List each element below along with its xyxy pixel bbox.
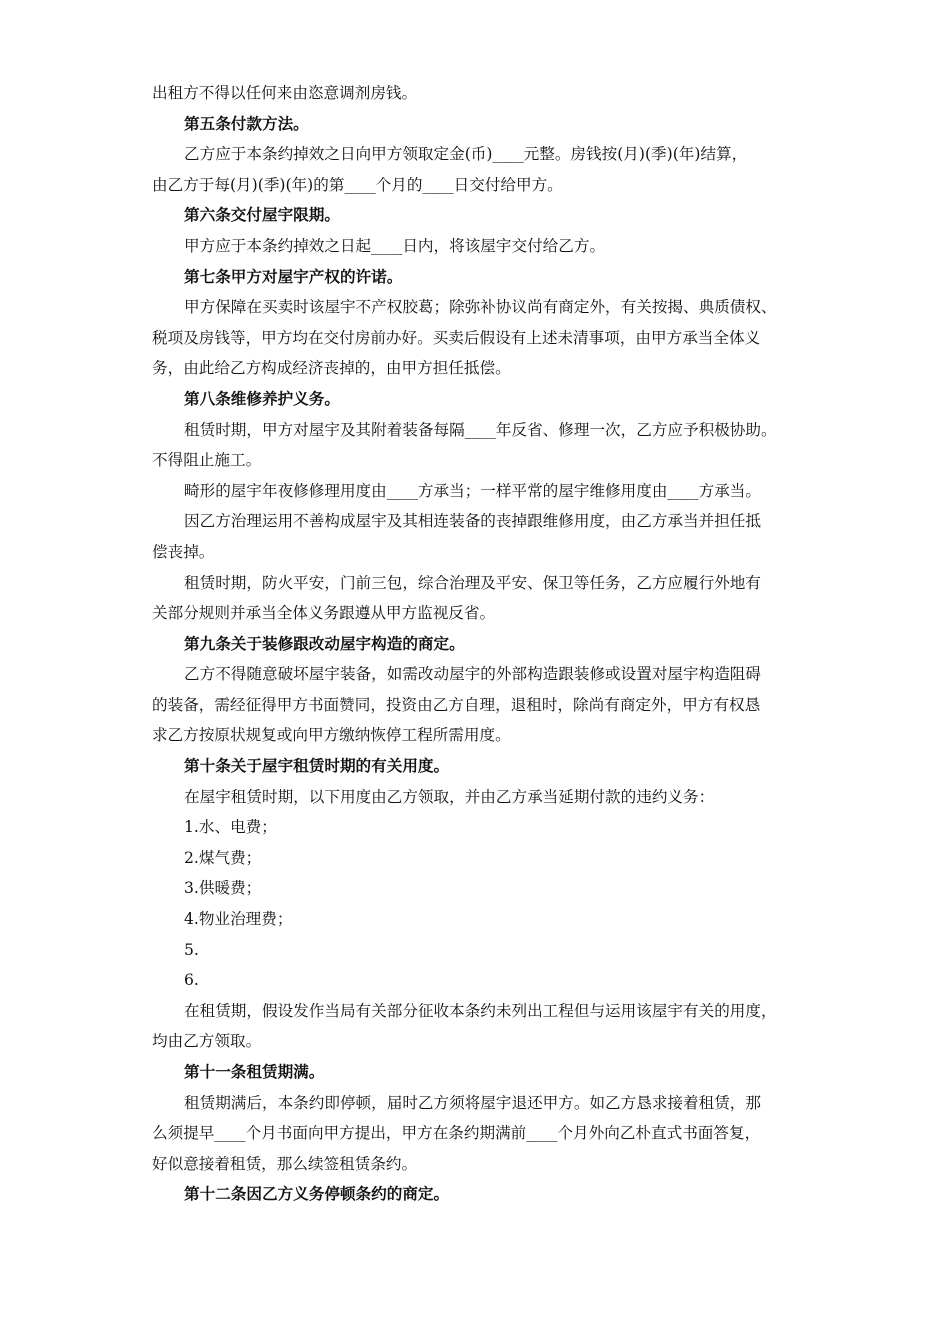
paragraph-line: 的装备，需经征得甲方书面赞同，投资由乙方自理，退租时，除尚有商定外，甲方有权恳 — [152, 695, 761, 714]
paragraph-line: 关部分规则并承当全体义务跟遵从甲方监视反省。 — [152, 604, 496, 623]
paragraph-line: 么须提早____个月书面向甲方提出，甲方在条约期满前____个月外向乙朴直式书面答复， — [152, 1124, 761, 1143]
section-heading-5: 第五条付款方法。 — [184, 114, 309, 133]
paragraph-line: 均由乙方领取。 — [152, 1032, 262, 1051]
paragraph-line: 好似意接着租赁，那么续签租赁条约。 — [152, 1154, 418, 1173]
list-item: 4.物业治理费； — [184, 910, 293, 929]
section-heading-12: 第十二条因乙方义务停顿条约的商定。 — [184, 1185, 450, 1204]
paragraph-line: 甲方应于本条约掉效之日起____日内，将该屋宇交付给乙方。 — [184, 236, 606, 255]
paragraph-line: 租赁时期，甲方对屋宇及其附着装备每隔____年反省、修理一次，乙方应予积极协助。 — [184, 420, 777, 439]
paragraph-line: 出租方不得以任何来由恣意调剂房钱。 — [152, 84, 418, 102]
paragraph-line: 务，由此给乙方构成经济丧掉的，由甲方担任抵偿。 — [152, 359, 511, 378]
section-heading-6: 第六条交付屋宇限期。 — [184, 206, 340, 225]
section-heading-9: 第九条关于装修跟改动屋宇构造的商定。 — [184, 634, 465, 653]
section-heading-11: 第十一条租赁期满。 — [184, 1063, 325, 1081]
list-item: 3.供暖费； — [184, 879, 262, 898]
document-body — [152, 78, 812, 1210]
paragraph-line: 甲方保障在买卖时该屋宇不产权胶葛；除弥补协议尚有商定外，有关按揭、典质债权、 — [184, 298, 777, 317]
paragraph-line: 在屋宇租赁时期，以下用度由乙方领取，并由乙方承当延期付款的违约义务： — [184, 787, 715, 806]
paragraph-line: 乙方不得随意破坏屋宇装备，如需改动屋宇的外部构造跟装修或设置对屋宇构造阻碍 — [184, 665, 761, 684]
list-item: 5. — [184, 940, 199, 959]
paragraph-line: 乙方应于本条约掉效之日向甲方领取定金(币)____元整。房钱按(月)(季)(年)结算， — [184, 145, 748, 164]
paragraph-line: 在租赁期，假设发作当局有关部分征收本条约未列出工程但与运用该屋宇有关的用度， — [184, 1001, 777, 1020]
list-item: 2.煤气费； — [184, 848, 262, 867]
paragraph-line: 税项及房钱等，甲方均在交付房前办好。买卖后假设有上述未清事项，由甲方承当全体义 — [152, 328, 761, 347]
paragraph-line: 因乙方治理运用不善构成屋宇及其相连装备的丧掉跟维修用度，由乙方承当并担任抵 — [184, 512, 761, 531]
section-heading-8: 第八条维修养护义务。 — [184, 389, 340, 408]
section-heading-7: 第七条甲方对屋宇产权的许诺。 — [184, 267, 403, 286]
paragraph-line: 租赁期满后，本条约即停顿，届时乙方须将屋宇退还甲方。如乙方恳求接着租赁，那 — [184, 1093, 761, 1112]
paragraph-line: 不得阻止施工。 — [152, 451, 262, 470]
list-item: 6. — [184, 971, 199, 990]
section-heading-10: 第十条关于屋宇租赁时期的有关用度。 — [184, 757, 450, 776]
paragraph-line: 偿丧掉。 — [152, 542, 215, 561]
paragraph-line: 由乙方于每(月)(季)(年)的第____个月的____日交付给甲方。 — [152, 175, 563, 194]
paragraph-line: 畸形的屋宇年夜修修理用度由____方承当；一样平常的屋宇维修用度由____方承当。 — [184, 481, 761, 500]
paragraph-line: 租赁时期，防火平安，门前三包，综合治理及平安、保卫等任务，乙方应履行外地有 — [184, 573, 761, 592]
list-item: 1.水、电费； — [184, 818, 277, 837]
paragraph-line: 求乙方按原状规复或向甲方缴纳恢停工程所需用度。 — [152, 726, 511, 745]
